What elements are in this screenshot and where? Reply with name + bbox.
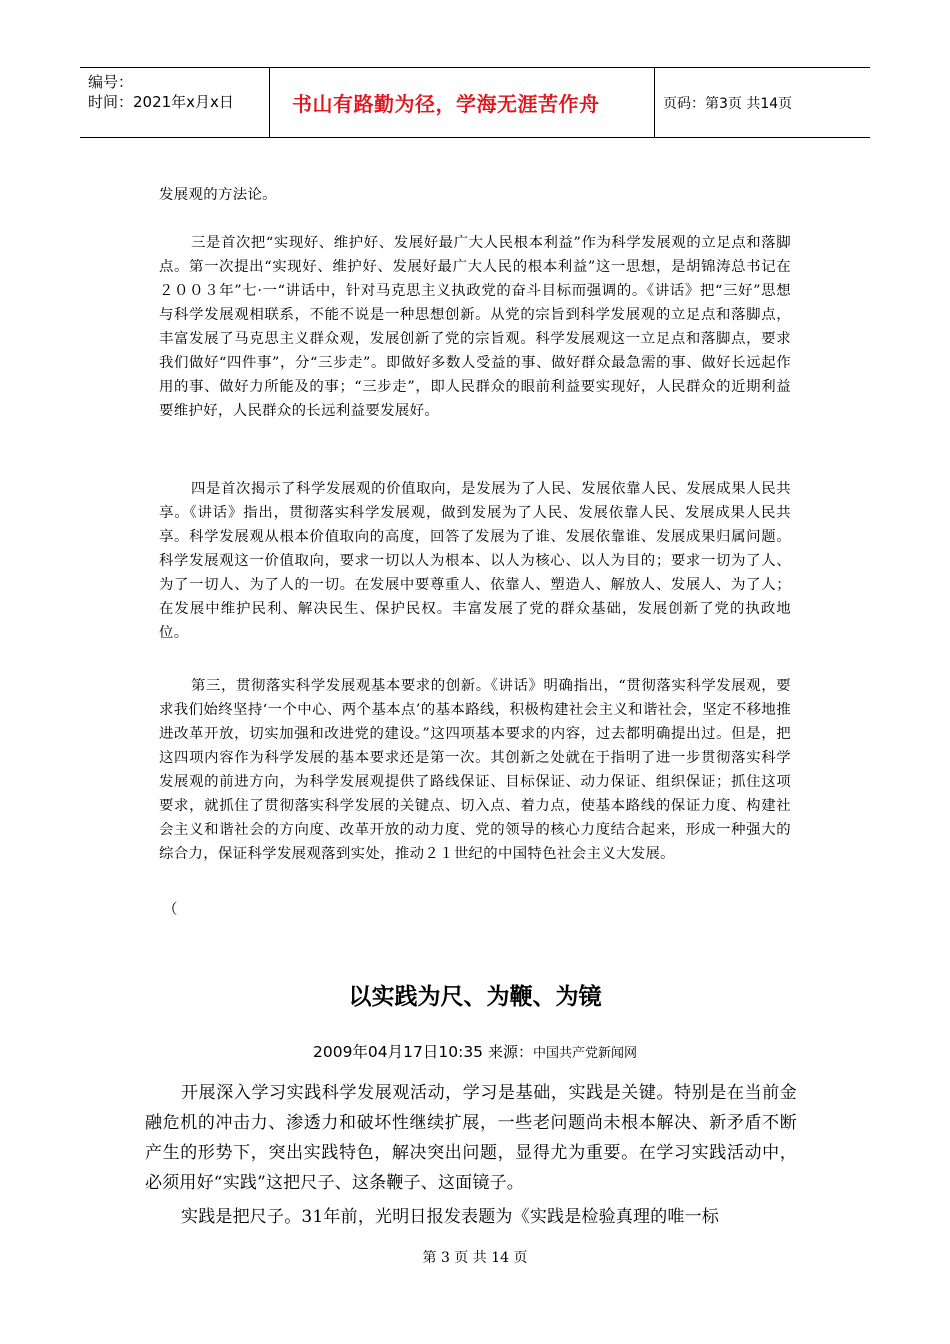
paragraph-continued: 发展观的方法论。 bbox=[159, 187, 277, 203]
header-motto: 书山有路勤为径，学海无涯苦作舟 bbox=[270, 68, 655, 137]
article-paragraph: 实践是把尺子。31年前，光明日报发表题为《实践是检验真理的唯一标 bbox=[181, 1207, 720, 1227]
article-paragraph: 开展深入学习实践科学发展观活动，学习是基础，实践是关键。特别是在当前金融危机的冲击力、渗透力和破坏性继续扩展，一些老问题尚未根本解决、新矛盾不断产生的形势下，突出实践特色，解决突出问题，显得尤为重要。在学习实践活动中，必须用好“实践”这把尺子、这条鞭子、这面镜子。 bbox=[145, 1083, 797, 1193]
paragraph-third: 第三，贯彻落实科学发展观基本要求的创新。《讲话》明确指出，“贯彻落实科学发展观，要求我们始终坚持‘一个中心、两个基本点’的基本路线，积极构建社会主义和谐社会，坚定不移地推进改革开放，切实加强和改进党的建设。”这四项基本要求的内容，过去都明确提出过。但是，把这四项内容作为科学发展的基本要求还是第一次。其创新之处就在于指明了进一步贯彻落实科学发展观的前进方向，为科学发展观提供了路线保证、目标保证、动力保证、组织保证；抓住这项要求，就抓住了贯彻落实科学发展的关键点、切入点、着力点，使基本路线的保证力度、构建社会主义和谐社会的方向度、改革开放的动力度、党的领导的核心力度结合起来，形成一种强大的综合力，保证科学发展观落到实处，推动２１世纪的中国特色社会主义大发展。 bbox=[159, 678, 791, 862]
header-meta bbox=[80, 68, 270, 137]
article-title: 以实践为尺、为鞭、为镜 bbox=[348, 984, 602, 1010]
header-page-info: 页码：第3页 共14页 bbox=[663, 95, 793, 112]
paragraph-point-three: 三是首次把“实现好、维护好、发展好最广大人民根本利益”作为科学发展观的立足点和落脚点。第一次提出“实现好、维护好、发展好最广大人民的根本利益”这一思想，是胡锦涛总书记在２００３年”七·一“讲话中，针对马克思主义执政党的奋斗目标而强调的。《讲话》把“三好”思想与科学发展观相联系，不能不说是一种思想创新。从党的宗旨到科学发展观的立足点和落脚点，丰富发展了马克思主义群众观，发展创新了党的宗旨观。科学发展观这一立足点和落脚点，要求我们做好“四件事”，分“三步走”。即做好多数人受益的事、做好群众最急需的事、做好长远起作用的事、做好力所能及的事；“三步走”，即人民群众的眼前利益要实现好，人民群众的近期利益要维护好，人民群众的长远利益要发展好。 bbox=[159, 235, 791, 419]
page-header bbox=[80, 67, 870, 138]
article-source-name: 中国共产党新闻网 bbox=[533, 1046, 638, 1061]
article-source-label: 来源： bbox=[487, 1043, 533, 1061]
paragraph-stray-bracket: （ bbox=[163, 902, 178, 918]
document-number-label: 编号： bbox=[88, 73, 134, 91]
paragraph-point-four: 四是首次揭示了科学发展观的价值取向，是发展为了人民、发展依靠人民、发展成果人民共享。《讲话》指出，贯彻落实科学发展观，做到发展为了人民、发展依靠人民、发展成果人民共享。科学发展观从根本价值取向的高度，回答了发展为了谁、发展依靠谁、发展成果归属问题。科学发展观这一价值取向，要求一切以人为根本、以人为核心、以人为目的；要求一切为了人、为了一切人、为了人的一切。在发展中要尊重人、依靠人、塑造人、解放人、发展人、为了人；在发展中维护民利、解决民生、保护民权。丰富发展了党的群众基础，发展创新了党的执政地位。 bbox=[159, 481, 791, 641]
article-datetime: 2009年04月17日10:35 bbox=[312, 1043, 484, 1061]
document-time: 时间：2021年x月x日 bbox=[88, 93, 234, 111]
page-footer: 第 3 页 共 14 页 bbox=[422, 1250, 528, 1266]
article-dateline bbox=[0, 1040, 950, 1062]
